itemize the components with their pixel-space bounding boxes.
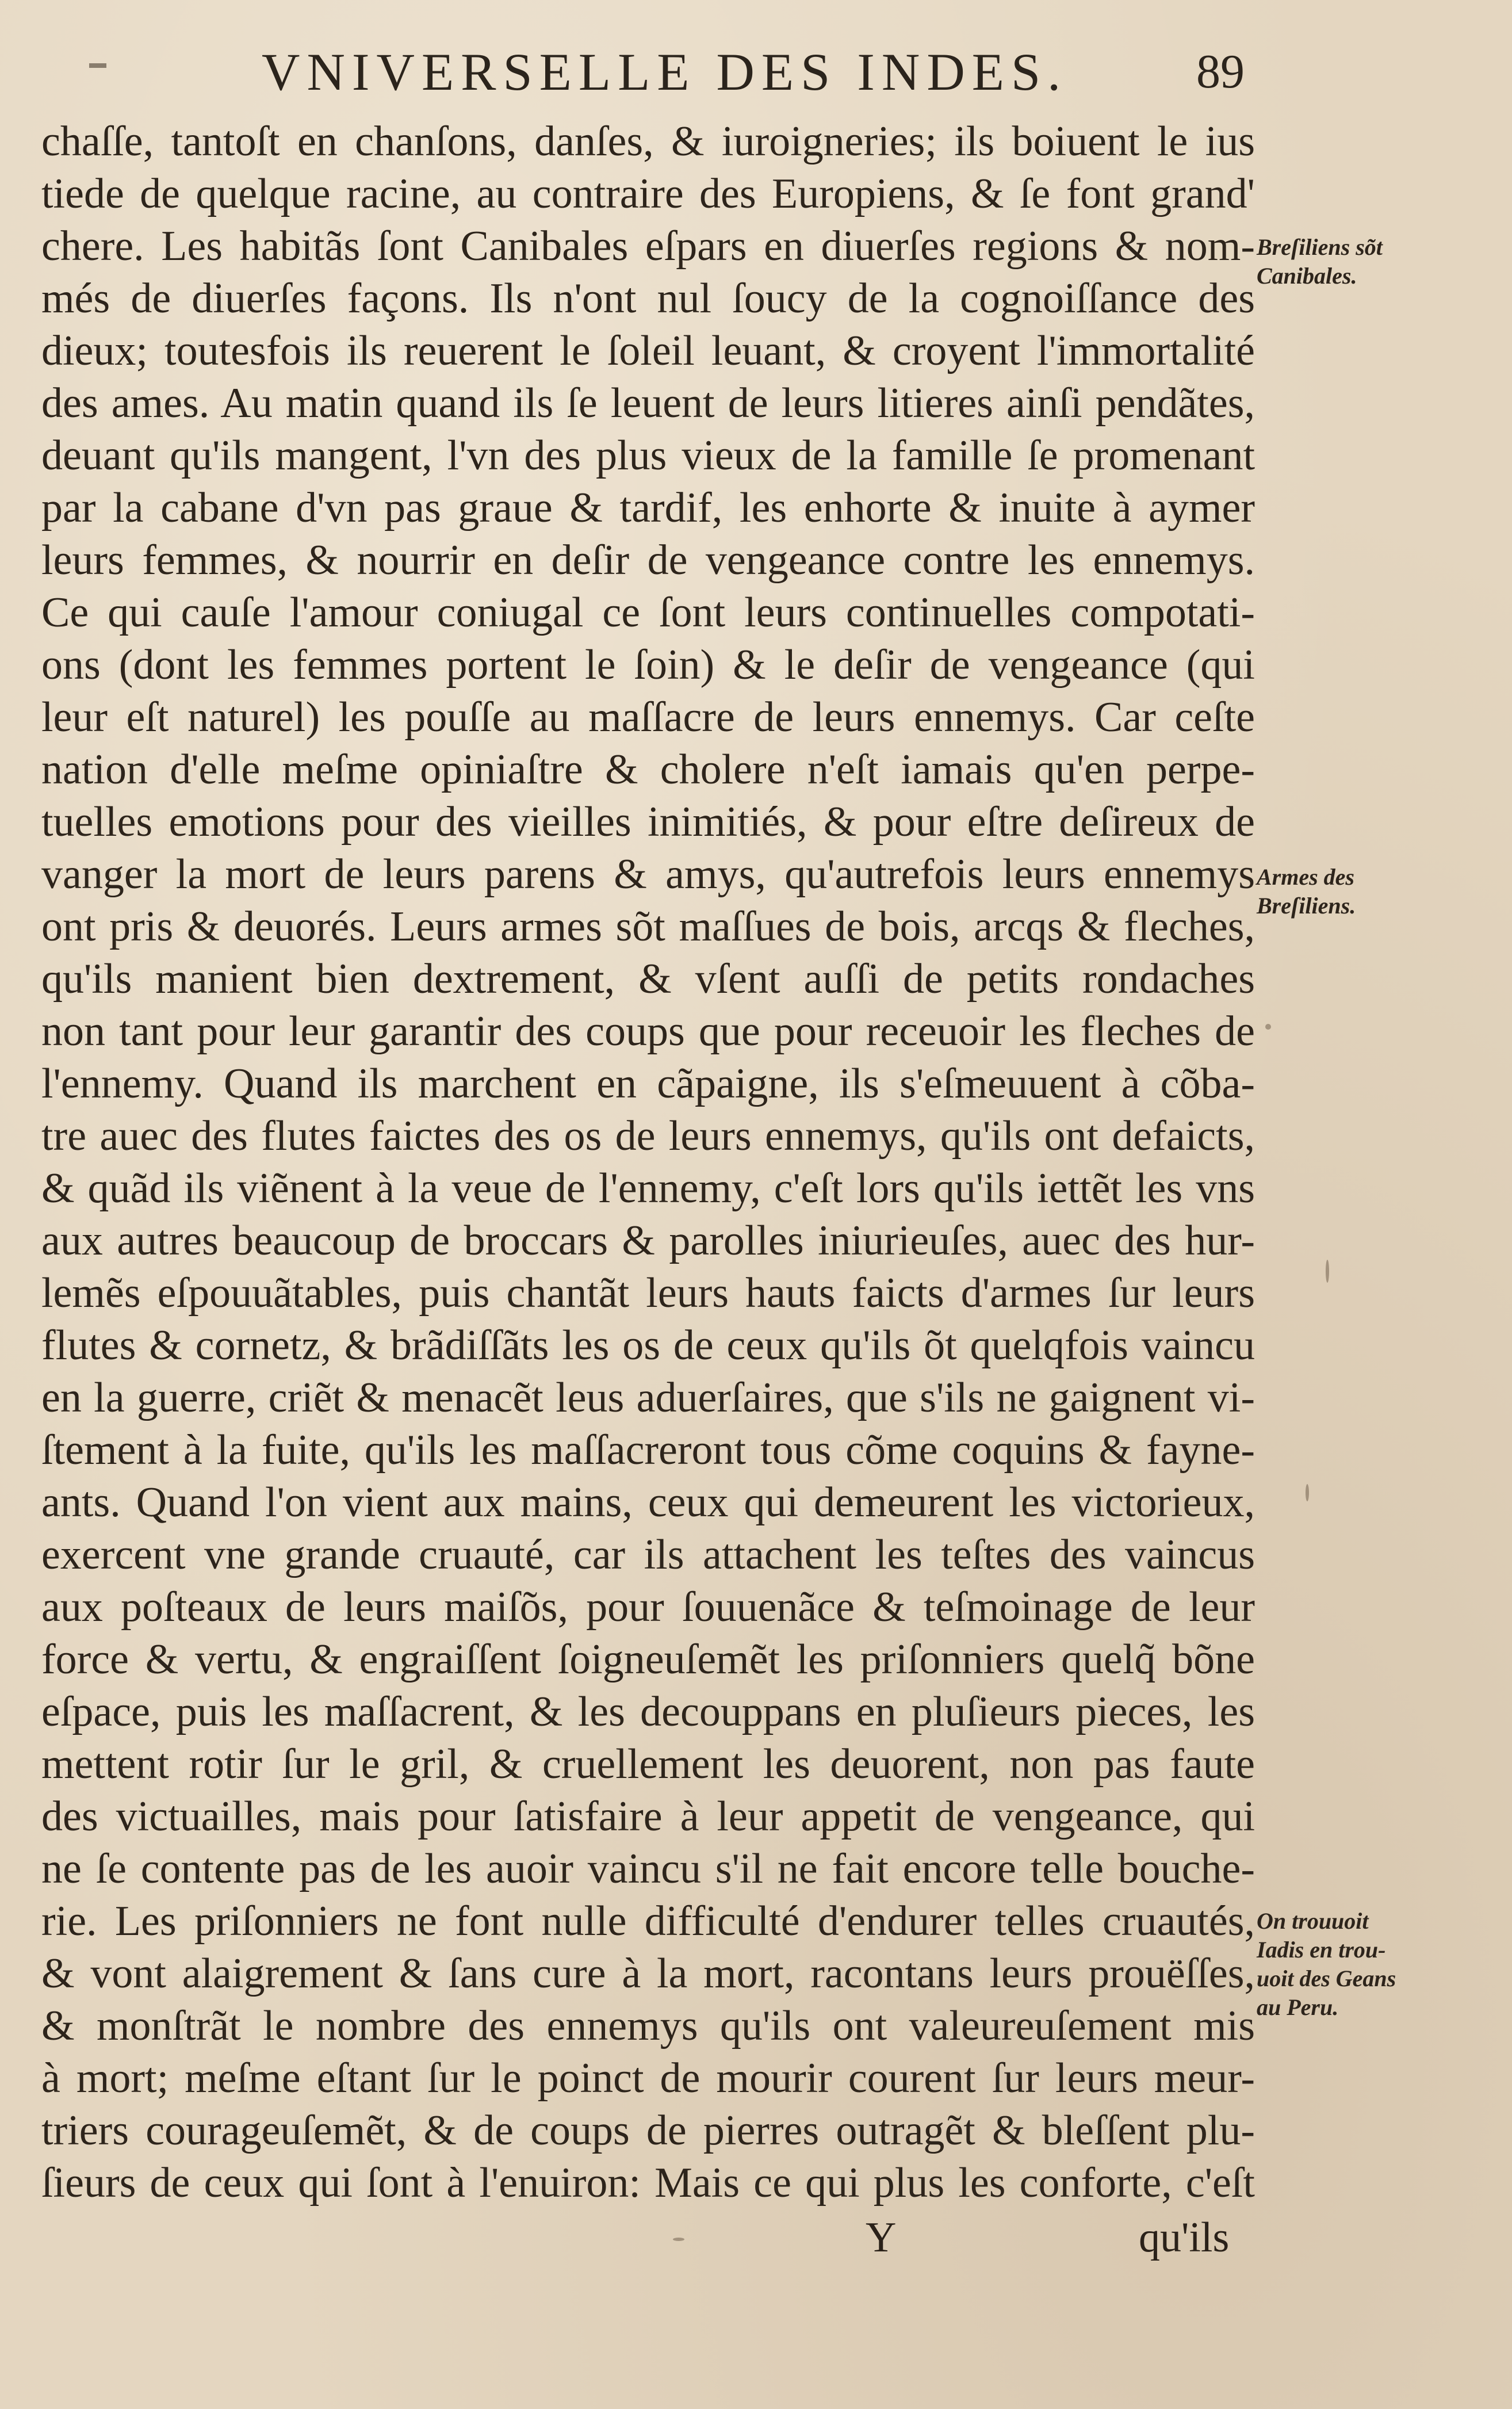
text-line: chere. Les habitãs ſont Canibales eſpars en diuerſes regions & nom-	[41, 223, 1255, 270]
margin-note-line: Iadis en trou-	[1257, 1937, 1386, 1963]
text-line: à mort; meſme eſtant ſur le poinct de mourir courent ſur leurs meur-	[41, 2055, 1255, 2102]
signature-mark: Y	[866, 2214, 897, 2261]
page-number: 89	[1196, 45, 1245, 98]
margin-note-line: Breſiliens sõt	[1257, 234, 1383, 260]
text-line: dieux; toutesfois ils reuerent le ſoleil leuant, & croyent l'immortalité	[41, 327, 1255, 374]
text-line: tre auec des flutes faictes des os de leurs ennemys, qu'ils ont defaicts,	[41, 1112, 1255, 1160]
text-line: nation d'elle meſme opiniaſtre & cholere n'eſt iamais qu'en perpe-	[41, 746, 1255, 793]
text-line: ſieurs de ceux qui ſont à l'enuiron: Mais ce qui plus les conforte, c'eſt	[41, 2159, 1255, 2207]
text-line: des ames. Au matin quand ils ſe leuent de leurs litieres ainſi pendãtes,	[41, 380, 1255, 427]
page-footer	[0, 2209, 1512, 2278]
text-line: ont pris & deuorés. Leurs armes sõt maſſues de bois, arcqs & fleches,	[41, 903, 1255, 950]
running-title: VNIVERSELLE DES INDES.	[262, 43, 1068, 101]
ink-speck	[673, 2238, 684, 2241]
ink-speck	[1306, 1484, 1309, 1501]
text-line: & quãd ils viẽnent à la veue de l'ennemy, c'eſt lors qu'ils iettẽt les vns	[41, 1165, 1255, 1212]
text-line: & monſtrãt le nombre des ennemys qu'ils ont valeureuſement mis	[41, 2002, 1255, 2049]
text-line: aux autres beaucoup de broccars & parolles iniurieuſes, auec des hur-	[41, 1217, 1255, 1264]
text-line: en la guerre, criẽt & menacẽt leus aduerſaires, que s'ils ne gaignent vi-	[41, 1374, 1255, 1421]
text-line: par la cabane d'vn pas graue & tardif, les enhorte & inuite à aymer	[41, 484, 1255, 531]
text-line: ne ſe contente pas de les auoir vaincu s'il ne fait encore telle bouche-	[41, 1845, 1255, 1892]
text-line: rie. Les priſonniers ne font nulle difficulté d'endurer telles cruautés,	[41, 1898, 1255, 1945]
text-line: leur eſt naturel) les pouſſe au maſſacre de leurs ennemys. Car ceſte	[41, 694, 1255, 741]
margin-note-line: On trouuoit	[1257, 1908, 1369, 1934]
text-line: chaſſe, tantoſt en chanſons, danſes, & iuroigneries; ils boiuent le ius	[41, 118, 1255, 165]
margin-notes	[1257, 115, 1498, 2186]
ink-speck	[1265, 1024, 1271, 1030]
margin-note-canibales	[1257, 233, 1498, 290]
text-line: ſtement à la fuite, qu'ils les maſſacreront tous cõme coquins & fayne-	[41, 1427, 1255, 1474]
text-line: vanger la mort de leurs parens & amys, qu'autrefois leurs ennemys	[41, 851, 1255, 898]
text-line: ants. Quand l'on vient aux mains, ceux qui demeurent les victorieux,	[41, 1479, 1255, 1526]
text-line: exercent vne grande cruauté, car ils attachent les teſtes des vaincus	[41, 1531, 1255, 1578]
ink-speck	[1326, 1260, 1329, 1283]
text-line: & vont alaigrement & ſans cure à la mort, racontans leurs prouëſſes,	[41, 1950, 1255, 1997]
catchword: qu'ils	[1139, 2214, 1230, 2261]
header-mark	[89, 63, 106, 68]
text-line: eſpace, puis les maſſacrent, & les decouppans en pluſieurs pieces, les	[41, 1688, 1255, 1735]
margin-note-line: Breſiliens.	[1257, 893, 1356, 919]
page-header	[0, 40, 1512, 104]
text-line: més de diuerſes façons. Ils n'ont nul ſoucy de la cognoiſſance des	[41, 275, 1255, 322]
margin-note-line: Canibales.	[1257, 263, 1357, 289]
text-line: ons (dont les femmes portent le ſoin) & le deſir de vengeance (qui	[41, 641, 1255, 689]
text-line: lemẽs eſpouuãtables, puis chantãt leurs hauts faicts d'armes ſur leurs	[41, 1269, 1255, 1317]
text-line: qu'ils manient bien dextrement, & vſent auſſi de petits rondaches	[41, 955, 1255, 1003]
margin-note-geans	[1257, 1907, 1498, 2022]
text-line: aux poſteaux de leurs maiſõs, pour ſouuenãce & teſmoinage de leur	[41, 1584, 1255, 1631]
text-line: des victuailles, mais pour ſatisfaire à leur appetit de vengeance, qui	[41, 1793, 1255, 1840]
text-line: leurs femmes, & nourrir en deſir de vengeance contre les ennemys.	[41, 537, 1255, 584]
text-line: non tant pour leur garantir des coups que pour receuoir les fleches de	[41, 1008, 1255, 1055]
text-line: force & vertu, & engraiſſent ſoigneuſemẽt les priſonniers quelq̃ bõne	[41, 1636, 1255, 1683]
margin-note-line: Armes des	[1257, 864, 1354, 890]
text-line: flutes & cornetz, & brãdiſſãts les os de ceux qu'ils õt quelqfois vaincu	[41, 1322, 1255, 1369]
text-line: deuant qu'ils mangent, l'vn des plus vieux de la famille ſe promenant	[41, 432, 1255, 479]
text-line: triers courageuſemẽt, & de coups de pierres outragẽt & bleſſent plu-	[41, 2107, 1255, 2154]
text-line: Ce qui cauſe l'amour coniugal ce ſont leurs continuelles compotati-	[41, 589, 1255, 636]
text-line: tuelles emotions pour des vieilles inimitiés, & pour eſtre deſireux de	[41, 798, 1255, 846]
margin-note-armes	[1257, 863, 1498, 920]
body-text	[41, 115, 1255, 2209]
text-line: mettent rotir ſur le gril, & cruellement les deuorent, non pas faute	[41, 1741, 1255, 1788]
margin-note-line: au Peru.	[1257, 1994, 1339, 2020]
text-line: l'ennemy. Quand ils marchent en cãpaigne, ils s'eſmeuuent à cõba-	[41, 1060, 1255, 1107]
text-line: tiede de quelque racine, au contraire des Europiens, & ſe font grand'	[41, 170, 1255, 217]
margin-note-line: uoit des Geans	[1257, 1966, 1396, 1991]
